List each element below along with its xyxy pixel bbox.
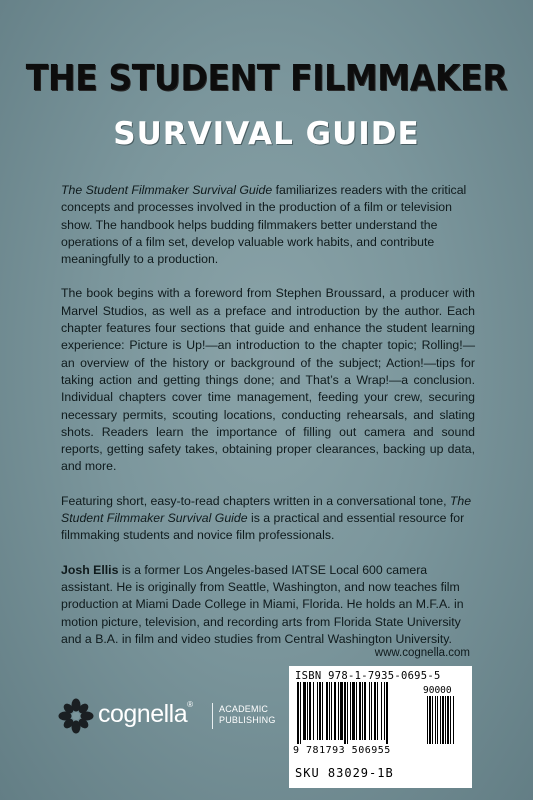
- title-line-2: SURVIVAL GUIDE: [113, 116, 420, 152]
- barcode-bar: [307, 682, 308, 740]
- barcode-bar: [350, 682, 351, 740]
- paragraph-3-start: Featuring short, easy-to-read chapters written in a conversational tone,: [61, 493, 450, 508]
- barcode-bar: [340, 682, 343, 740]
- publisher-logo: [58, 696, 288, 736]
- publisher-wordmark: cognella®: [98, 700, 193, 728]
- barcode-bar: [319, 682, 321, 740]
- paragraph-1-text: familiarizes readers with the critical concepts and processes involved in the production of a film or television show. The handbook helps budding filmmakers better understand the operations of a film set, develop valuable work habits, and contribute meaningfully to a production.: [61, 183, 467, 267]
- barcode-bar: [374, 682, 376, 740]
- author-bio-text: is a former Los Angeles-based IATSE Local 600 camera assistant. He is originally from Seattle, Washington, and now teaches film production at Miami Dade College in Miami, Florida. He holds an M.F.A. in motion picture, television, and recording arts from Florida State University and a B.A. in film and video studies from Central Washington University.: [61, 562, 464, 646]
- publisher-website: www.cognella.com: [374, 647, 470, 659]
- barcode-bar: [371, 682, 372, 740]
- barcode-addon-bar: [447, 696, 449, 744]
- barcode-bar: [334, 682, 336, 740]
- addon-digits: 90000: [423, 685, 452, 696]
- barcode-bar: [384, 682, 385, 740]
- barcode-bar: [356, 682, 357, 740]
- barcode-bar: [352, 682, 355, 740]
- logo-divider: [212, 703, 213, 729]
- ean-digits: 9 781793 506955: [293, 745, 391, 756]
- publisher-subtitle: [219, 704, 276, 726]
- barcode-addon-bar: [429, 696, 431, 744]
- barcode-bar: [297, 682, 299, 744]
- barcode-bar: [359, 682, 361, 740]
- author-name: Josh Ellis: [61, 562, 119, 577]
- cognella-flower-icon: [58, 698, 94, 734]
- book-title-italic: The Student Filmmaker Survival Guide: [61, 183, 273, 197]
- barcode-bar: [377, 682, 378, 740]
- barcode-bar: [322, 682, 323, 740]
- publisher-sub-line-1: ACADEMIC: [219, 704, 269, 714]
- barcode-bar: [369, 682, 370, 740]
- barcode-bar: [364, 682, 366, 740]
- barcode-bar: [347, 682, 348, 744]
- description-paragraph-2: The book begins with a foreword from Stephen Broussard, a producer with Marvel Studios, as well as a preface and introduction by the author. Each chapter features four sections that guide and enhance the student learning experience: Picture is Up!—an introduction to the chapter topic; Rolling!—an overview of the history or background of the subject; Action!—tips for taking action and getting things done; and That’s a Wrap!—a conclusion. Individual chapters cover time management, feeding your crew, securing necessary permits, scouting locations, conducting rehearsals, and slating shots. Readers learn the importance of filling out camera and sound reports, getting safety takes, obtaining proper clearances, backing up data, and more.: [61, 286, 475, 474]
- author-bio: [61, 562, 475, 648]
- description-text: [61, 182, 475, 665]
- barcode-addon-bar: [427, 696, 428, 744]
- description-paragraph-3: [61, 493, 475, 545]
- paragraph-3-end: is a practical and essential resource for filmmaking students and novice film professionals.: [61, 511, 465, 543]
- barcode-addon-bar: [435, 696, 436, 744]
- barcode-bar: [300, 682, 301, 744]
- barcode-bar: [329, 682, 330, 740]
- barcode-addon-bar: [445, 696, 446, 744]
- title-line-1: THE STUDENT FILMMAKER: [25, 58, 508, 99]
- barcode-bar: [386, 682, 388, 744]
- barcode-addon-bar: [432, 696, 433, 744]
- barcode-bar: [331, 682, 332, 740]
- barcode-bar: [317, 682, 318, 740]
- barcode-addon-bar: [440, 696, 441, 744]
- barcode-bar: [362, 682, 363, 740]
- description-paragraph-1: [61, 182, 475, 268]
- registered-mark: ®: [187, 700, 193, 709]
- barcode-addon-bar: [437, 696, 438, 744]
- barcode-bar: [309, 682, 311, 740]
- barcode-addon-bar: [453, 696, 454, 744]
- barcode-addon-bar: [442, 696, 444, 744]
- publisher-sub-line-2: PUBLISHING: [219, 715, 276, 725]
- barcode-bar: [326, 682, 328, 740]
- barcode-bar: [338, 682, 339, 740]
- isbn-text: ISBN 978-1-7935-0695-5: [295, 670, 441, 682]
- sku-text: SKU 83029-1B: [295, 766, 394, 780]
- barcode-bar: [313, 682, 314, 740]
- barcode-label: [289, 666, 472, 788]
- barcode-bar: [344, 682, 346, 744]
- barcode-bar: [381, 682, 382, 740]
- book-title-italic-2: The Student Filmmaker Survival Guide: [61, 493, 472, 526]
- barcode-addon-bar: [450, 696, 451, 744]
- barcode-bar: [303, 682, 306, 740]
